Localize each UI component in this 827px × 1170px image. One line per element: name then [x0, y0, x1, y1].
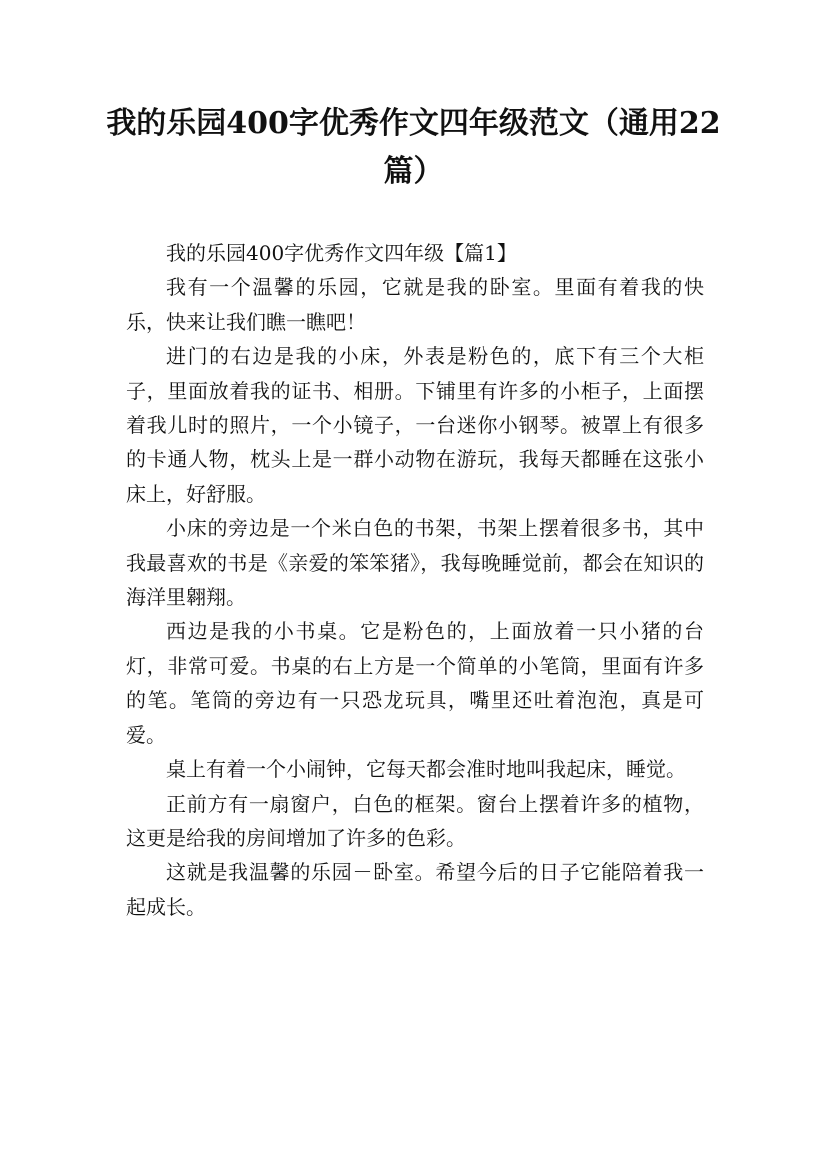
section-heading: 我的乐园400字优秀作文四年级【篇1】: [166, 241, 517, 265]
paragraph: 桌上有着一个小闹钟，它每天都会准时地叫我起床，睡觉。: [166, 757, 686, 782]
paragraph: 西边是我的小书桌。它是粉色的，上面放着一只小猪的台灯，非常可爱。书桌的右上方是一个简单的小笔筒，里面有许多的笔。笔筒的旁边有一只恐龙玩具，嘴里还吐着泡泡，真是可爱。: [126, 619, 704, 747]
paragraph: 进门的右边是我的小床，外表是粉色的，底下有三个大柜子，里面放着我的证书、相册。下铺里有许多的小柜子，上面摆着我儿时的照片，一个小镜子，一台迷你小钢琴。被罩上有很多的卡通人物，枕头上是一群小动物在游玩，我每天都睡在这张小床上，好舒服。: [126, 344, 704, 506]
paragraph: 正前方有一扇窗户，白色的框架。窗台上摆着许多的植物，这更是给我的房间增加了许多的色彩。: [126, 791, 704, 850]
document-title: 我的乐园400字优秀作文四年级范文（通用22篇）: [106, 106, 721, 189]
paragraph: 我有一个温馨的乐园，它就是我的卧室。里面有着我的快乐，快来让我们瞧一瞧吧！: [126, 275, 704, 334]
paragraph: 小床的旁边是一个米白色的书架，书架上摆着很多书，其中我最喜欢的书是《亲爱的笨笨猪》，我每晚睡觉前，都会在知识的海洋里翱翔。: [126, 516, 704, 610]
document-body: [126, 236, 704, 924]
paragraph: 这就是我温馨的乐园－卧室。希望今后的日子它能陪着我一起成长。: [126, 860, 704, 919]
